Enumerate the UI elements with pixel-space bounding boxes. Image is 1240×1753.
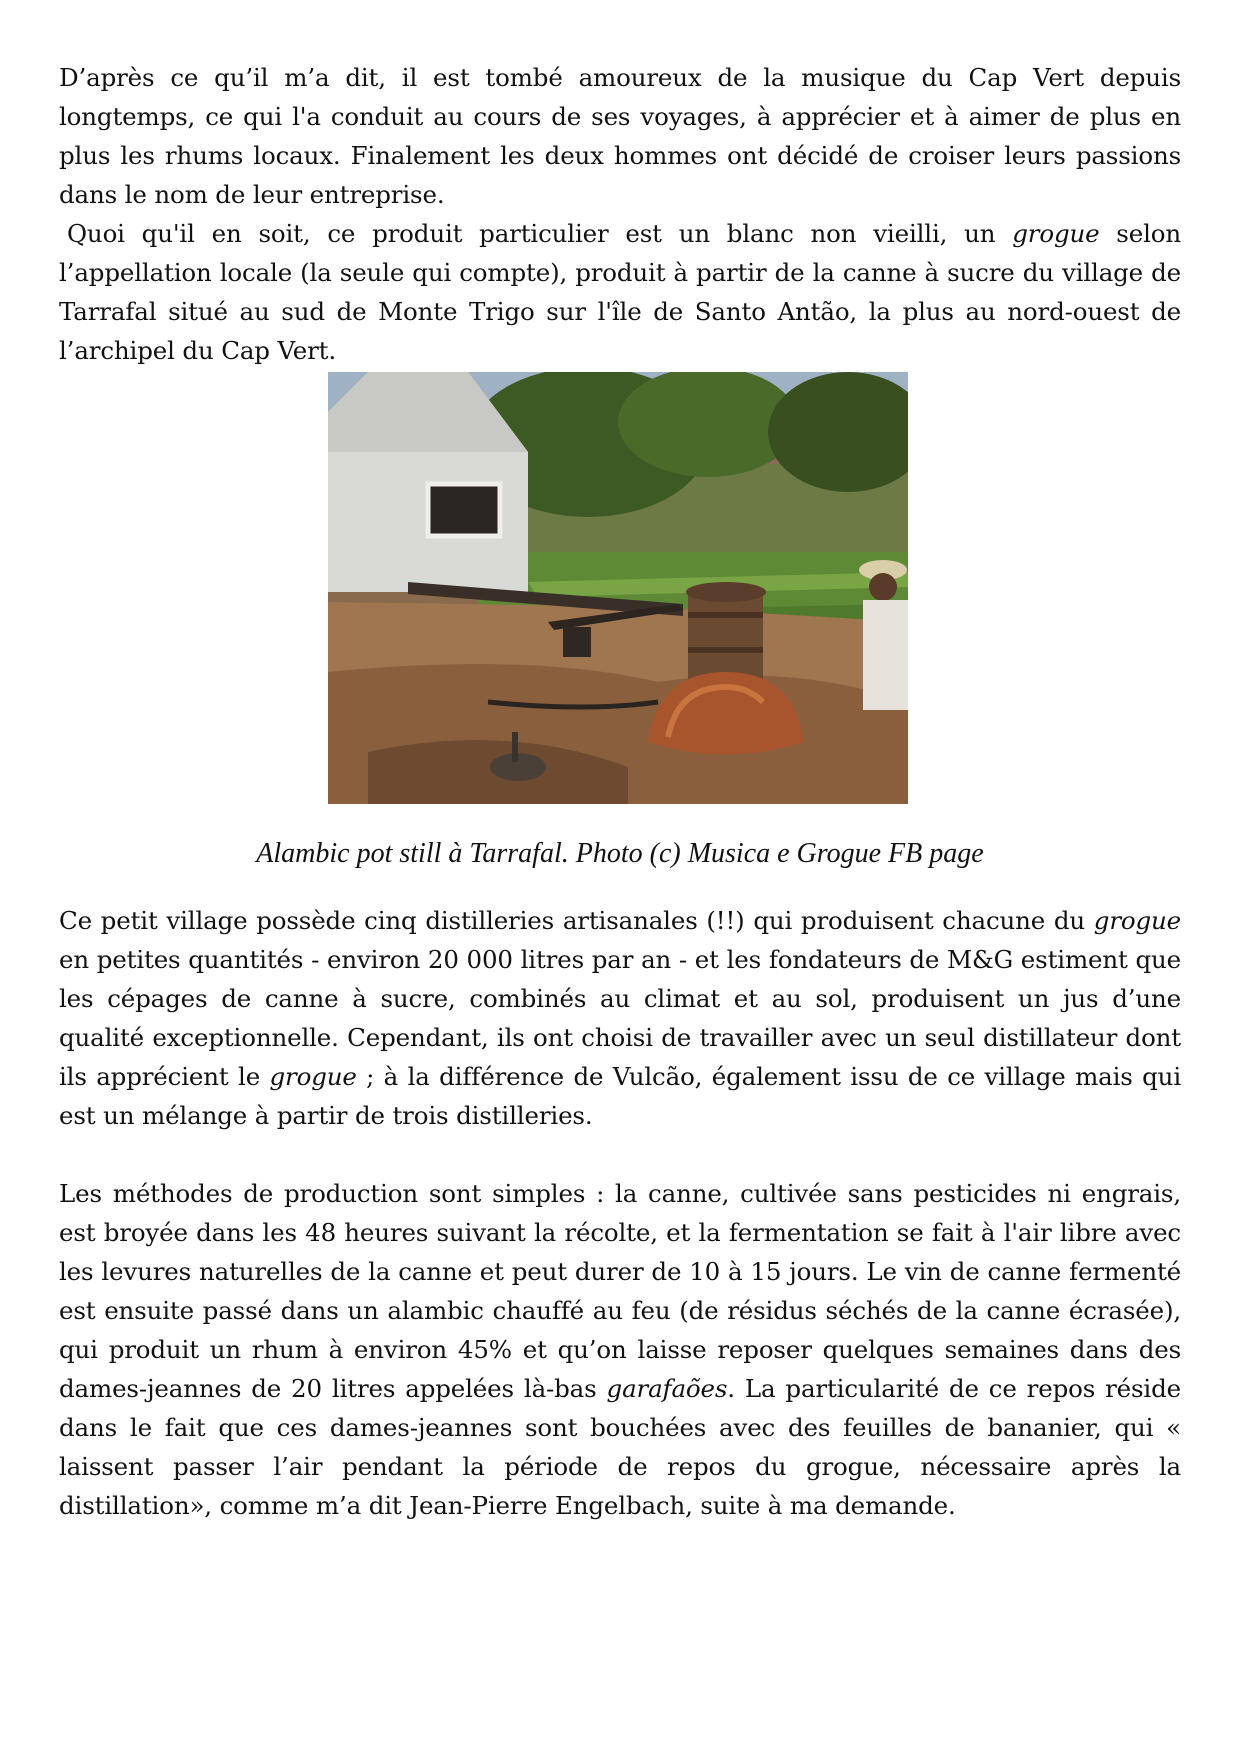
alambic-photo-illustration	[328, 372, 908, 804]
paragraph-3-text-2: en petites quantités - environ 20 000 litres par an - et les fondateurs de M&G estiment que les cépages de canne à sucre, combinés au climat et au sol, produisent un jus d’une qualité exceptionnelle. Cependant, ils ont choisi de travailler avec un seul distillateur dont ils apprécient le	[59, 945, 1181, 1091]
paragraph-2	[59, 214, 1181, 370]
photo-caption: Alambic pot still à Tarrafal. Photo (c) Musica e Grogue FB page	[256, 838, 984, 869]
paragraph-4-text-1: Les méthodes de production sont simples : la canne, cultivée sans pesticides ni engrais, est broyée dans les 48 heures suivant la récolte, et la fermentation se fait à l'air libre avec les levures naturelles de la canne et peut durer de 10 à 15 jours. Le vin de canne fermenté est ensuite passé dans un alambic chauffé au feu (de résidus séchés de la canne écrasée), qui produit un rhum à environ 45% et qu’on laisse reposer quelques semaines dans des dames-jeannes de 20 litres appelées là-bas	[59, 1179, 1181, 1403]
alambic-photo	[328, 372, 908, 804]
paragraph-3-emphasis-grogue-2: grogue	[269, 1062, 357, 1091]
paragraph-3-text-3: ; à la différence de Vulcão, également issu de ce village mais qui est un mélange à partir de trois distilleries.	[59, 1062, 1182, 1130]
paragraph-4-text-2: . La particularité de ce repos réside dans le fait que ces dames-jeannes sont bouchées avec des feuilles de bananier, qui « laissent passer l’air pendant la période de repos du grogue, nécessaire après la distillation», comme m’a dit Jean-Pierre Engelbach, suite à ma demande.	[59, 1374, 1181, 1520]
paragraph-2-emphasis-grogue: grogue	[1012, 219, 1100, 248]
paragraph-4	[59, 1174, 1181, 1525]
paragraph-3-text-1: Ce petit village possède cinq distilleries artisanales (!!) qui produisent chacune du	[59, 906, 1094, 935]
paragraph-3-emphasis-grogue-1: grogue	[1093, 906, 1181, 935]
paragraph-2-text-1: Quoi qu'il en soit, ce produit particulier est un blanc non vieilli, un	[67, 219, 1013, 248]
paragraph-4-emphasis-garafaoes: garafaões	[606, 1374, 728, 1403]
paragraph-3	[59, 901, 1181, 1135]
paragraph-2-text-2: selon l’appellation locale (la seule qui compte), produit à partir de la canne à sucre du village de Tarrafal situé au sud de Monte Trigo sur l'île de Santo Antão, la plus au nord-ouest de l’archipel du Cap Vert.	[59, 219, 1181, 365]
paragraph-1: D’après ce qu’il m’a dit, il est tombé amoureux de la musique du Cap Vert depuis longtemps, ce qui l'a conduit au cours de ses voyages, à apprécier et à aimer de plus en plus les rhums locaux. Finalement les deux hommes ont décidé de croiser leurs passions dans le nom de leur entreprise.	[59, 63, 1181, 209]
